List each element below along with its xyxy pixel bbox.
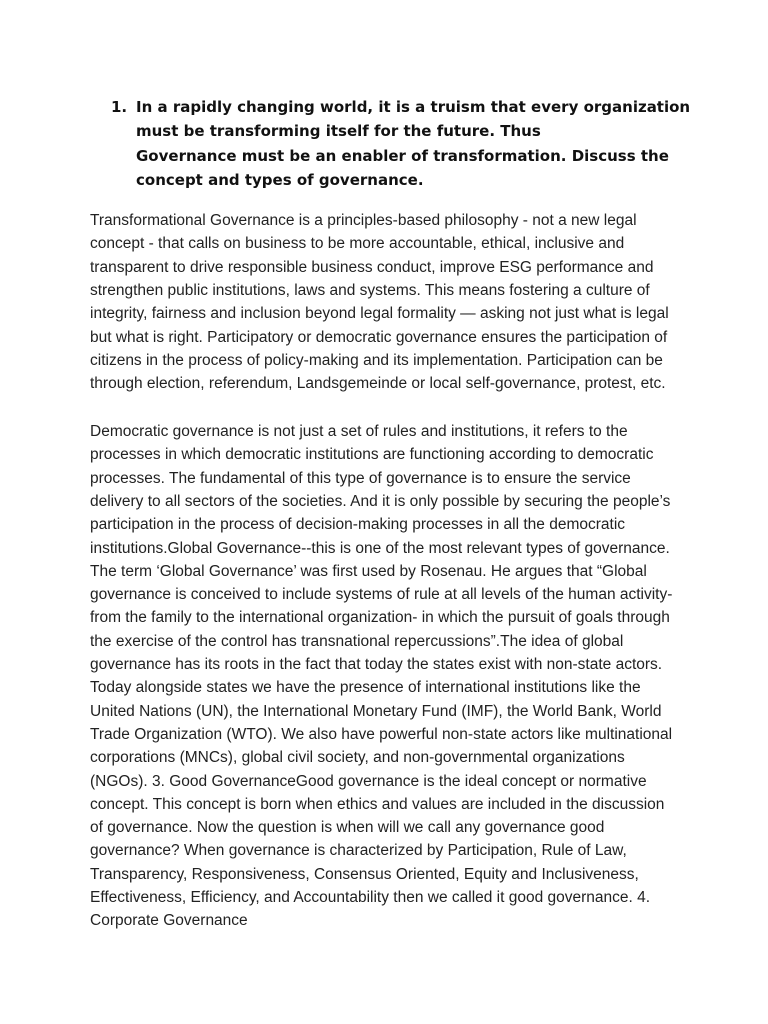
paragraph-line: transparent to drive responsible business conduct, improve ESG performance and bbox=[90, 258, 654, 276]
paragraph-line: Today alongside states we have the presence of international institutions like the bbox=[90, 679, 641, 697]
paragraph-line: (NGOs). 3. Good GovernanceGood governance is the ideal concept or normative bbox=[90, 772, 647, 790]
question-line: concept and types of governance. bbox=[136, 171, 424, 189]
paragraph-line: integrity, fairness and inclusion beyond legal formality — asking not just what is legal bbox=[90, 305, 669, 323]
paragraph-line: of governance. Now the question is when will we call any governance good bbox=[90, 819, 605, 837]
paragraph-line: Democratic governance is not just a set of rules and institutions, it refers to the bbox=[90, 423, 628, 440]
paragraph-line: corporations (MNCs), global civil society, and non-governmental organizations bbox=[90, 749, 625, 767]
paragraph-line: delivery to all sectors of the societies. And it is only possible by securing the people’s bbox=[90, 492, 671, 510]
paragraph-line: Corporate Governance bbox=[90, 912, 248, 930]
paragraph-line: governance? When governance is characterized by Participation, Rule of Law, bbox=[90, 842, 627, 860]
paragraph-line: Transparency, Responsiveness, Consensus Oriented, Equity and Inclusiveness, bbox=[90, 865, 639, 883]
paragraph-line: the exercise of the control has transnational repercussions”.The idea of global bbox=[90, 632, 624, 650]
paragraph-line: Trade Organization (WTO). We also have powerful non-state actors like multinational bbox=[90, 725, 673, 743]
paragraph-line: strengthen public institutions, laws and systems. This means fostering a culture of bbox=[90, 281, 650, 299]
paragraph-line: Transformational Governance is a principles-based philosophy - not a new legal bbox=[90, 212, 637, 229]
question-line: Governance must be an enabler of transformation. Discuss the bbox=[136, 147, 669, 165]
paragraph-line: through election, referendum, Landsgemeinde or local self-governance, protest, etc. bbox=[90, 375, 666, 393]
paragraph-line: concept. This concept is born when ethics and values are included in the discussion bbox=[90, 795, 665, 813]
paragraph-line: processes in which democratic institutions are functioning according to democratic bbox=[90, 446, 654, 464]
paragraph-line: citizens in the process of policy-making and its implementation. Participation can be bbox=[90, 351, 663, 369]
paragraph-line: governance is conceived to include systems of rule at all levels of the human activity- bbox=[90, 586, 673, 604]
paragraph-line: concept - that calls on business to be more accountable, ethical, inclusive and bbox=[90, 235, 625, 253]
question-number: 1. bbox=[111, 98, 128, 116]
paragraph-line: from the family to the international organization- in which the pursuit of goals through bbox=[90, 609, 670, 627]
question-line: must be transforming itself for the future. Thus bbox=[136, 122, 541, 140]
paragraph-line: United Nations (UN), the International Monetary Fund (IMF), the World Bank, World bbox=[90, 702, 662, 720]
paragraph-line: Effectiveness, Efficiency, and Accountability then we called it good governance. 4. bbox=[90, 889, 651, 906]
paragraph-line: governance has its roots in the fact that today the states exist with non-state actors. bbox=[90, 656, 663, 673]
paragraph-line: The term ‘Global Governance’ was first used by Rosenau. He argues that “Global bbox=[90, 562, 647, 580]
paragraph-line: institutions.Global Governance--this is one of the most relevant types of governance. bbox=[90, 539, 670, 557]
paragraph-line: processes. The fundamental of this type of governance is to ensure the service bbox=[90, 469, 631, 487]
paragraph-line: but what is right. Participatory or democratic governance ensures the participation of bbox=[90, 328, 668, 346]
paragraph-line: participation in the process of decision-making processes in all the democratic bbox=[90, 516, 626, 534]
question-line: In a rapidly changing world, it is a truism that every organization bbox=[136, 98, 691, 116]
